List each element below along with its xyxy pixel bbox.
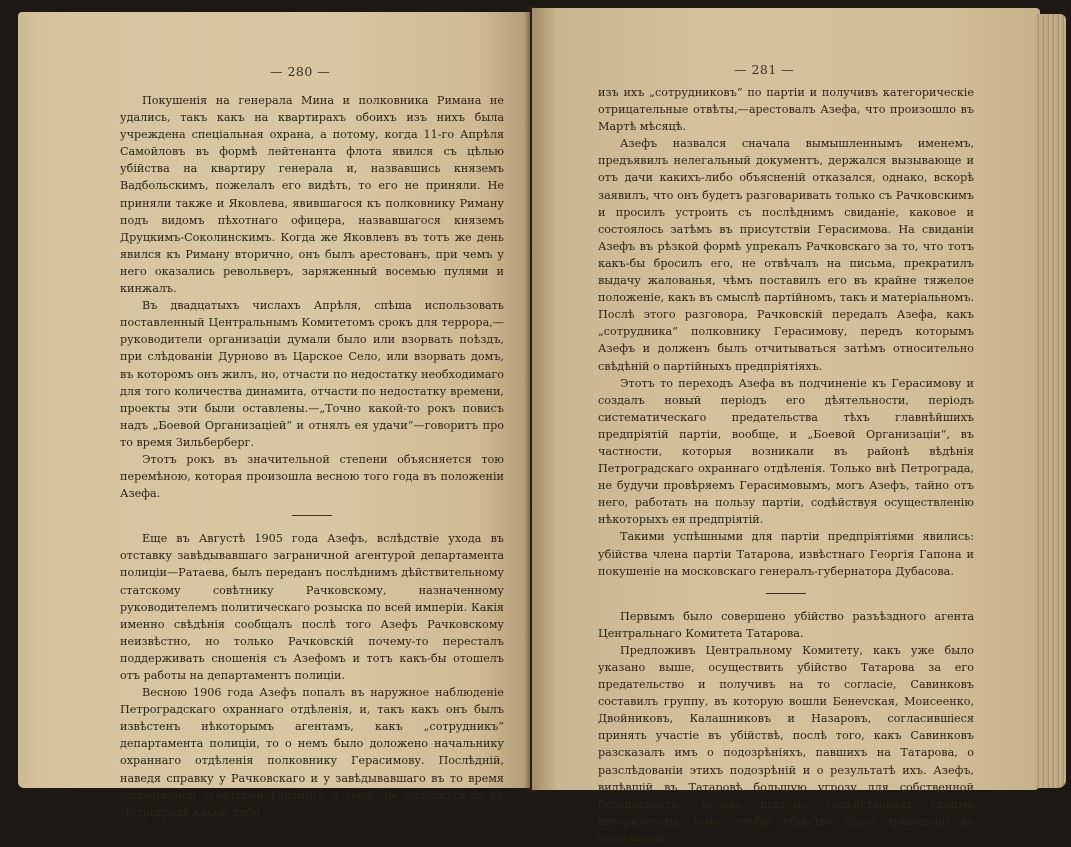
paragraph: Еще въ Августѣ 1905 года Азефъ, вслѣдствіе ухода въ отставку завѣдывавшаго заграничной агентурой департамента полиціи—Ратаева, былъ переданъ послѣднимъ дѣйствительному статскому совѣтнику Рачковскому, назначенному руководителемъ политическаго розыска по всей имперіи. Какія именно свѣдѣнія сообщалъ послѣ того Азефъ Рачковскому неизвѣстно, но только Рачковскій почему-то пересталъ поддерживать сношенія съ Азефомъ и тотъ какъ-бы отошелъ отъ работы на департаментъ полиціи.: [120, 532, 504, 682]
paragraph: Покушенія на генерала Мина и полковника Римана не удались, такъ какъ на квартирахъ обоихъ изъ нихъ была учреждена спеціальная охрана, а потому, когда 11-го Апрѣля Самойловъ въ формѣ лейтенанта флота явился съ цѣлью убійства на квартиру генерала и, назвавшись княземъ Вадбольскимъ, пожелалъ его видѣть, то его не приняли. Не приняли также и Яковлева, явившагося къ полковнику Риману подъ видомъ пѣхотнаго офицера, назвавшагося княземъ Друцкимъ-Соколинскимъ. Когда же Яковлевъ въ тотъ же день явился къ Риману вторично, онъ былъ арестованъ, при чемъ у него оказались револьверъ, заряженный восемью пулями и кинжалъ.: [120, 94, 504, 296]
page-text: [120, 92, 504, 821]
paragraph: Весною 1906 года Азефъ попалъ въ наружное наблюденіе Петроградскаго охраннаго отдѣленія, и, такъ какъ онъ былъ извѣстенъ нѣкоторымъ агентамъ, какъ „сотрудникъ“ департамента полиціи, то о немъ было доложено начальнику охраннаго отдѣленія полковнику Герасимову. Послѣдній, наведя справку у Рачковскаго и у завѣдывавшаго въ то время заграничной агентурой Гартинга о томъ, не находится-ли въ Петроградѣ какой-либо: [120, 686, 504, 819]
paragraph: Такими успѣшными для партіи предпріятіями явились: убійства члена партіи Татарова, извѣстнаго Георгія Гапона и покушеніе на московскаго генералъ-губернатора Дубасова.: [598, 530, 974, 578]
section-divider: [120, 502, 504, 530]
page-number: — 280 —: [270, 64, 331, 79]
paragraph: Азефъ назвался сначала вымышленнымъ именемъ, предъявилъ нелегальный документъ, держался вызывающе и отъ дачи какихъ-либо объясненій отказался, однако, вскорѣ заявилъ, что онъ будетъ разговаривать только съ Рачковскимъ и просилъ устроить съ послѣднимъ свиданіе, каковое и состоялось затѣмъ въ присутствіи Герасимова. На свиданіи Азефъ въ рѣзкой формѣ упрекалъ Рачковскаго за то, что тотъ какъ-бы бросилъ его, не отвѣчалъ на письма, прекратилъ выдачу жалованья, чѣмъ поставилъ его въ крайне тяжелое положеніе, какъ въ смыслѣ партійномъ, такъ и матеріальномъ. Послѣ этого разговора, Рачковскій передалъ Азефа, какъ „сотрудника“ полковнику Герасимову, передъ которымъ Азефъ и долженъ былъ отчитываться затѣмъ относительно свѣдѣній о партійныхъ предпріятіяхъ.: [598, 137, 974, 373]
section-divider: [598, 580, 974, 608]
paragraph: Первымъ было совершено убійство разъѣздного агента Центральнаго Комитета Татарова.: [598, 609, 974, 640]
paragraph: изъ ихъ „сотрудниковъ“ по партіи и получивъ категорическіе отрицательные отвѣты,—арестовалъ Азефа, что произошло въ Мартѣ мѣсяцѣ.: [598, 86, 974, 134]
left-page: [18, 12, 530, 819]
page-edges: [1036, 14, 1066, 788]
right-page: [532, 8, 1040, 845]
paragraph: Этотъ то переходъ Азефа въ подчиненіе къ Герасимову и создалъ новый періодъ его дѣятельности, періодъ систематическаго предательства тѣхъ главнѣйшихъ предпріятій партіи, вообще, и „Боевой Организаціи“, въ частности, которыя возникали въ районѣ вѣдѣнія Петроградскаго охраннаго отдѣленія. Только внѣ Петрограда, не будучи провѣряемъ Герасимовымъ, могъ Азефъ, тайно отъ него, работать на пользу партіи, содѣйствуя осуществленію нѣкоторыхъ ея предпріятій.: [598, 376, 974, 527]
page-number: — 281 —: [734, 62, 795, 77]
page-text: [598, 84, 974, 847]
paragraph: Предложивъ Центральному Комитету, какъ уже было указано выше, осуществить убійство Татарова за его предательство и получивъ на то согласіе, Савинковъ составилъ группу, въ которую вошли Бенevская, Моисеенко, Двойниковъ, Калашниковъ и Назаровъ, согласившіеся принять участіе въ убійствѣ, послѣ того, какъ Савинковъ разсказалъ имъ о подозрѣніяхъ, павшихъ на Татарова, о разслѣдованіи этихъ подозрѣній и о результатѣ ихъ. Азефъ, видѣвшій въ Татаровѣ большую угрозу для собственной безопасности, весьма искусно содѣйствовалъ своимъ авторитетомъ тому, чтобы убійство было приведено въ исполненіе.: [598, 643, 974, 845]
paragraph: Въ двадцатыхъ числахъ Апрѣля, спѣша использовать поставленный Центральнымъ Комитетомъ срокъ для террора,—руководители организаціи думали было или взорвать поѣздъ, при слѣдованіи Дурново въ Царское Село, или взорвать домъ, въ которомъ онъ жилъ, но, отчасти по недостатку необходимаго для того количества динамита, отчасти по недостатку времени, проекты эти были оставлены.—„Точно какой-то рокъ повисъ надъ „Боевой Организаціей“ и отнялъ ея удачи“—говоритъ про то время Зильберберг.: [120, 299, 504, 449]
paragraph: Этотъ рокъ въ значительной степени объясняется тою перемѣною, которая произошла весною того года въ положеніи Азефа.: [120, 452, 504, 501]
